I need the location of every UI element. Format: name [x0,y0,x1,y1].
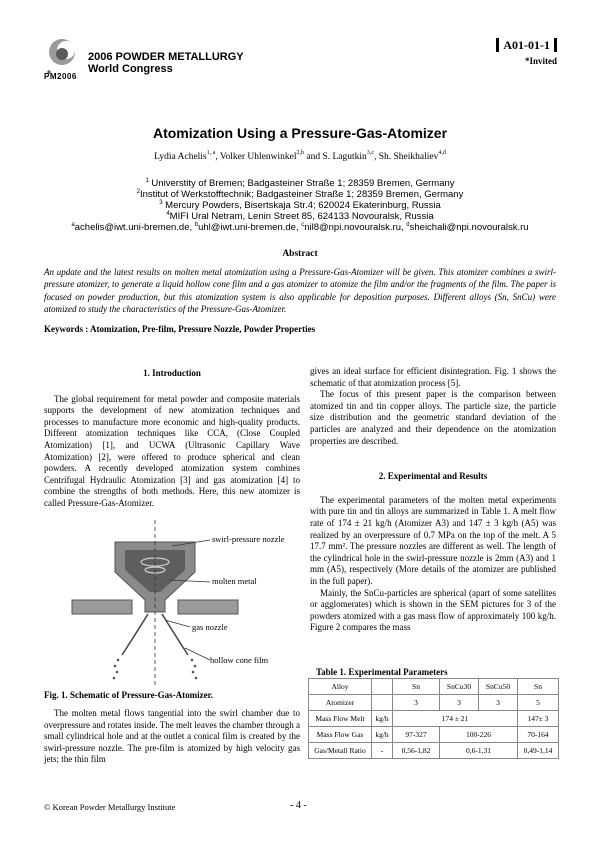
table-cell: 5 [518,695,559,711]
logo-caption: PM2006 [44,72,77,81]
table-cell: 3 [479,695,518,711]
table-cell: 174 ± 21 [393,711,518,727]
table-cell: 147± 3 [518,711,559,727]
invited-note: *Invited [524,56,557,66]
right-paragraph-2: The focus of this present paper is the comparison between atomized tin and tin copper alloys. The particle size, the particle size distribution and the geometric standard deviation of the particles are analyzed and their dependence on the atomization properties are described. [310,389,556,446]
left-column-lower [44,708,300,766]
table-cell: kg/h [372,727,393,743]
section-heading-experimental: 2. Experimental and Results [378,471,488,482]
table-caption: Table 1. Experimental Parameters [316,667,448,677]
table-cell [372,679,393,695]
page-number: - 4 - [290,800,307,811]
label-hollow-cone-film: hollow cone film [210,655,269,665]
right-paragraph-3: The experimental parameters of the molten metal experiments with pure tin and tin alloys are summarized in Table 1. A melt flow rate of 174 ± 21 kg/h (Atomizer A3) and 147 ± 3 kg/h (A5) was realized by an overpressure of 0.7 MPa on the top of the melt. A 5 17.7 mm². The pressure nozzles are different as well. The length of the cylindrical hole in the swirl-pressure nozzle is 2mm (A3) and 1 mm (A5), respectively (More details of the atomizer are published in the full paper). [310,494,556,586]
table-cell: Alloy [309,679,372,695]
table-cell [372,695,393,711]
abstract-heading: Abstract [282,249,318,259]
right-paragraph-4: Mainly, the SnCu-particles are spherical (apart of some satellites or agglomerates) which is shown in the SEM pictures for 3 of the powders atomized with a gas mass flow of approximately 100 kg/h. Figure 2 compares the mass [310,587,556,633]
table-cell: 0,49-1,14 [518,743,559,759]
label-swirl-pressure-nozzle: swirl-pressure nozzle [212,534,285,544]
table-cell: 0,56-1,82 [393,743,440,759]
keywords: Keywords : Atomization, Pre-film, Pressure Nozzle, Powder Properties [44,324,316,334]
conference-line2: World Congress [88,63,173,75]
table-cell: 3 [393,695,440,711]
label-gas-nozzle: gas nozzle [192,622,228,632]
table-row [309,727,559,743]
atomizer-schematic [60,520,290,685]
table-cell: 0,6-1,31 [440,743,518,759]
footer-copyright: © Korean Powder Metallurgy Institute [44,802,176,812]
affiliation-1: $^1$ Universtity of Bremen; Badgasteiner Straße 1; 28359 Bremen, Germany [145,178,455,189]
left-column [44,368,300,510]
conference-name [88,51,244,75]
intro-paragraph-1: The global requirement for metal powder and composite materials supports the development of new atomization techniques and processes to manufacture more economic and high-quality products. Different atomization techniques like CCA, (Close Coupled Atomization) [1], and UCWA (Ultrasonic Capillary Wave Atomization) [2], were offered to produce spherical and clean powders. A recently developed atomization system combines Centrifugal Hydraulic Atomization [3] and gas atomization [4] to combine the strengths of both methods. Here, this new atomizer is called Pressure-Gas-Atomizer. [44,393,300,508]
table-cell: SnCu30 [440,679,479,695]
table-cell: Mass Flow Melt [309,711,372,727]
table-row [309,695,559,711]
table-cell: 3 [440,695,479,711]
table-cell: Sn [393,679,440,695]
table-row [309,679,559,695]
intro-paragraph-2: The molten metal flows tangential into the swirl chamber due to overpressure and rotates inside. The melt leaves the chamber through a small cylindrical hole and at the outlet a conical film is created by the swirl-pressure nozzle. The pre-film is atomized by high velocity gas jets; the thin film [44,708,300,765]
table-cell: 97-327 [393,727,440,743]
authors: Lydia Achelis$^{1, a}$, Volker Uhlenwinkel$^{2,b}$ and S. Lagutkin$^{3,c}$, Sh. Sheikhaliev$^{4,d}$ [154,150,446,162]
table-cell: kg/h [372,711,393,727]
table-row [309,711,559,727]
parameters-table [308,678,559,759]
section-heading-introduction: 1. Introduction [143,368,201,378]
author-emails: $^a$achelis@iwt.uni-bremen.de, $^b$uhl@iwt.uni-bremen.de, $^c$nil8@npi.novouralsk.ru, $^d$sheichali@npi.novouralsk.ru [71,222,529,233]
right-column [310,366,556,634]
table-cell: Atomizer [309,695,372,711]
table-cell: Sn [518,679,559,695]
paper-title: Atomization Using a Pressure-Gas-Atomizer [152,125,448,141]
table-cell: 100-226 [440,727,518,743]
table-cell: SnCu50 [479,679,518,695]
table-cell: Gas/Metall Ratio [309,743,372,759]
affiliation-3: $^3$ Mercury Powders, Bisertskaja Str.4; 620024 Ekaterinburg, Russia [159,200,441,211]
abstract-text: An update and the latest results on molten metal atomization using a Pressure-Gas-Atomizer will be given. This atomizer combines a swirl-pressure atomizer, to generate a liquid hollow cone film and a gas atomizer to atomize the film and/or the fragments of the film. The paper is focused on powder production, but this atomization system is also applicable for deposition purposes. Different alloys (Sn, SnCu) were atomized to study the characteristics of the Pressure-Gas-Atomizer. [44,267,556,315]
table-cell: 70-164 [518,727,559,743]
table-row [309,743,559,759]
label-molten-metal: molten metal [212,576,257,586]
right-paragraph-1: gives an ideal surface for efficient disintegration. Fig. 1 shows the schematic of that atomization process [5]. [310,366,556,388]
affiliation-4: $^4$MIFI Ural Netram, Lenin Street 85, 624133 Novouralsk, Russia [166,211,434,222]
conference-line1: 2006 POWDER METALLURGY [88,51,244,63]
table-cell: Mass Flow Gas [309,727,372,743]
figure-caption: Fig. 1. Schematic of Pressure-Gas-Atomizer. [44,690,214,700]
paper-code: A01-01-1 [496,38,557,52]
affiliation-2: $^2$Institut of Werkstofftechnik; Badgasteiner Straße 1; 28359 Bremen, Germany [136,189,464,200]
table-cell: - [372,743,393,759]
